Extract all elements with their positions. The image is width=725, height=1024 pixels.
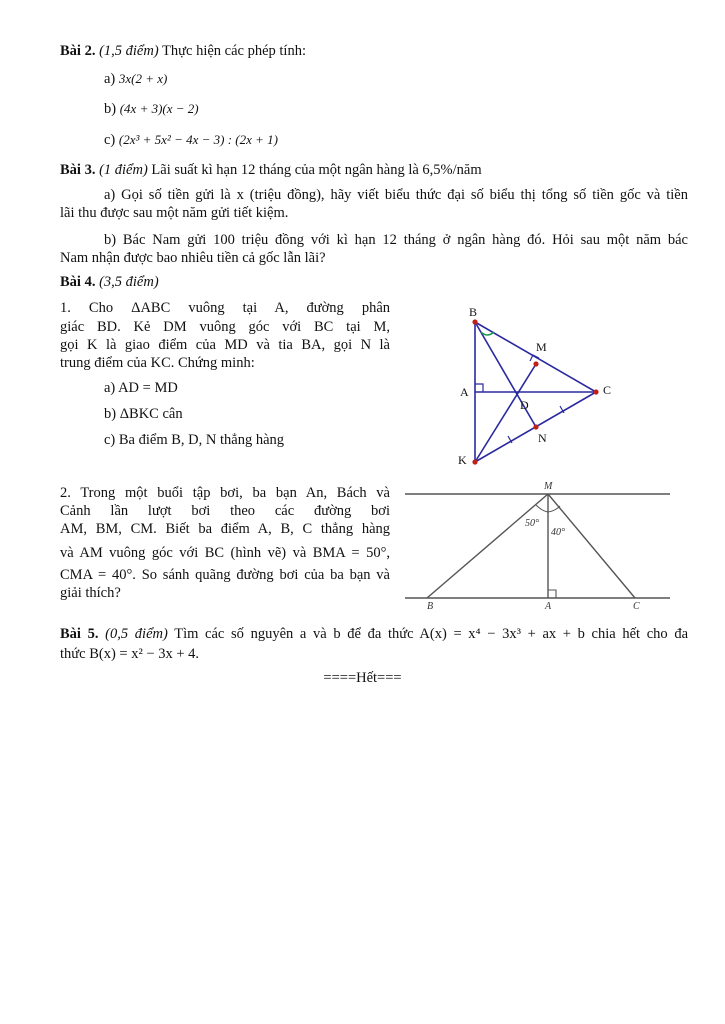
bai2-text: Thực hiện các phép tính: xyxy=(162,43,306,59)
fig1-label-a: A xyxy=(460,385,469,399)
fig1-label-n: N xyxy=(538,431,547,445)
fig1-label-m: M xyxy=(536,340,547,354)
bai2-c xyxy=(104,131,278,149)
bai2-c-label: c) xyxy=(104,132,116,148)
bai4-p2-line2: Cảnh lần lượt bơi theo các đường bơi xyxy=(60,503,390,519)
bai3-a-line2: lãi thu được sau một năm gửi tiết kiệm. xyxy=(60,205,289,221)
fig1-label-k: K xyxy=(458,453,467,467)
bai3-points: (1 điểm) xyxy=(99,162,148,178)
fig2-label-a: A xyxy=(545,601,552,612)
fig2-label-c: C xyxy=(633,601,640,612)
bai3-title: Bài 3. xyxy=(60,162,96,178)
bai4-1a: a) AD = MD xyxy=(104,380,178,396)
bai5-text: Tìm các số nguyên a và b để đa thức A(x) = x⁴ − 3x³ + ax + b chia hết cho đa xyxy=(174,626,689,642)
bai5-line2: thức B(x) = x² − 3x + 4. xyxy=(60,646,200,662)
bai3-b-line1: b) Bác Nam gửi 100 triệu đồng với kì hạn 12 tháng ở ngân hàng đó. Hỏi sau một năm bác xyxy=(104,232,688,248)
bai2-b-label: b) xyxy=(104,101,117,117)
bai4-1b: b) ΔBKC cân xyxy=(104,406,183,422)
fig1-label-c: C xyxy=(603,383,612,397)
bai4-p2-line1: 2. Trong một buổi tập bơi, ba bạn An, Bách và xyxy=(60,485,390,501)
fig1-label-b: B xyxy=(469,305,478,319)
bai2-title: Bài 2. xyxy=(60,43,96,59)
bai2-b-expr: (4x + 3)(x − 2) xyxy=(119,101,199,116)
fig2-angle-40: 40° xyxy=(551,527,565,538)
bai2-points: (1,5 điểm) xyxy=(99,43,159,59)
bai2-a xyxy=(104,70,167,88)
bai4-heading xyxy=(60,273,159,291)
bai5-title: Bài 5. xyxy=(60,626,99,642)
bai4-p2-line3: AM, BM, CM. Biết ba điểm A, B, C thẳng hàng xyxy=(60,521,390,537)
bai5-line1 xyxy=(60,625,688,643)
bai2-b xyxy=(104,100,199,118)
fig2-angle-50: 50° xyxy=(525,518,539,529)
bai4-p1-line3: gọi K là giao điểm của MD và tia BA, gọi N là xyxy=(60,337,390,353)
bai3-a-line1: a) Gọi số tiền gửi là x (triệu đồng), hãy viết biểu thức đại số biểu thị tổng số tiền gốc và tiền xyxy=(104,187,688,203)
figure-swimming xyxy=(405,478,695,618)
bai4-p2-line4: và AM vuông góc với BC (hình vẽ) và BMA = 50°, xyxy=(60,545,390,561)
bai2-heading xyxy=(60,42,306,60)
bai3-text: Lãi suất kì hạn 12 tháng của một ngân hàng là 6,5%/năm xyxy=(151,162,482,178)
end-marker: ====Hết=== xyxy=(323,670,402,686)
fig1-label-d: D xyxy=(520,398,529,412)
bai4-p2-line5: CMA = 40°. So sánh quãng đường bơi của ba bạn và xyxy=(60,567,390,583)
bai3-b-line2: Nam nhận được bao nhiêu tiền cả gốc lẫn lãi? xyxy=(60,250,326,266)
bai4-points: (3,5 điểm) xyxy=(99,274,159,290)
bai4-p1-line4: trung điểm của KC. Chứng minh: xyxy=(60,355,255,371)
bai4-title: Bài 4. xyxy=(60,274,96,290)
fig2-label-b: B xyxy=(427,601,434,612)
figure-triangle-abc xyxy=(450,300,650,470)
bai2-a-expr: 3x(2 + x) xyxy=(118,71,168,86)
bai2-c-expr: (2x³ + 5x² − 4x − 3) : (2x + 1) xyxy=(118,132,279,147)
bai3-heading xyxy=(60,161,482,179)
bai4-p1-line2: giác BD. Kẻ DM vuông góc với BC tại M, xyxy=(60,319,390,335)
bai4-p1-line1: 1. Cho ΔABC vuông tại A, đường phân xyxy=(60,300,390,316)
bai4-1c: c) Ba điểm B, D, N thẳng hàng xyxy=(104,432,285,448)
bai4-p2-line6: giải thích? xyxy=(60,585,121,601)
fig2-label-m: M xyxy=(544,481,553,492)
bai2-a-label: a) xyxy=(104,71,116,87)
bai5-points: (0,5 điểm) xyxy=(105,626,168,642)
